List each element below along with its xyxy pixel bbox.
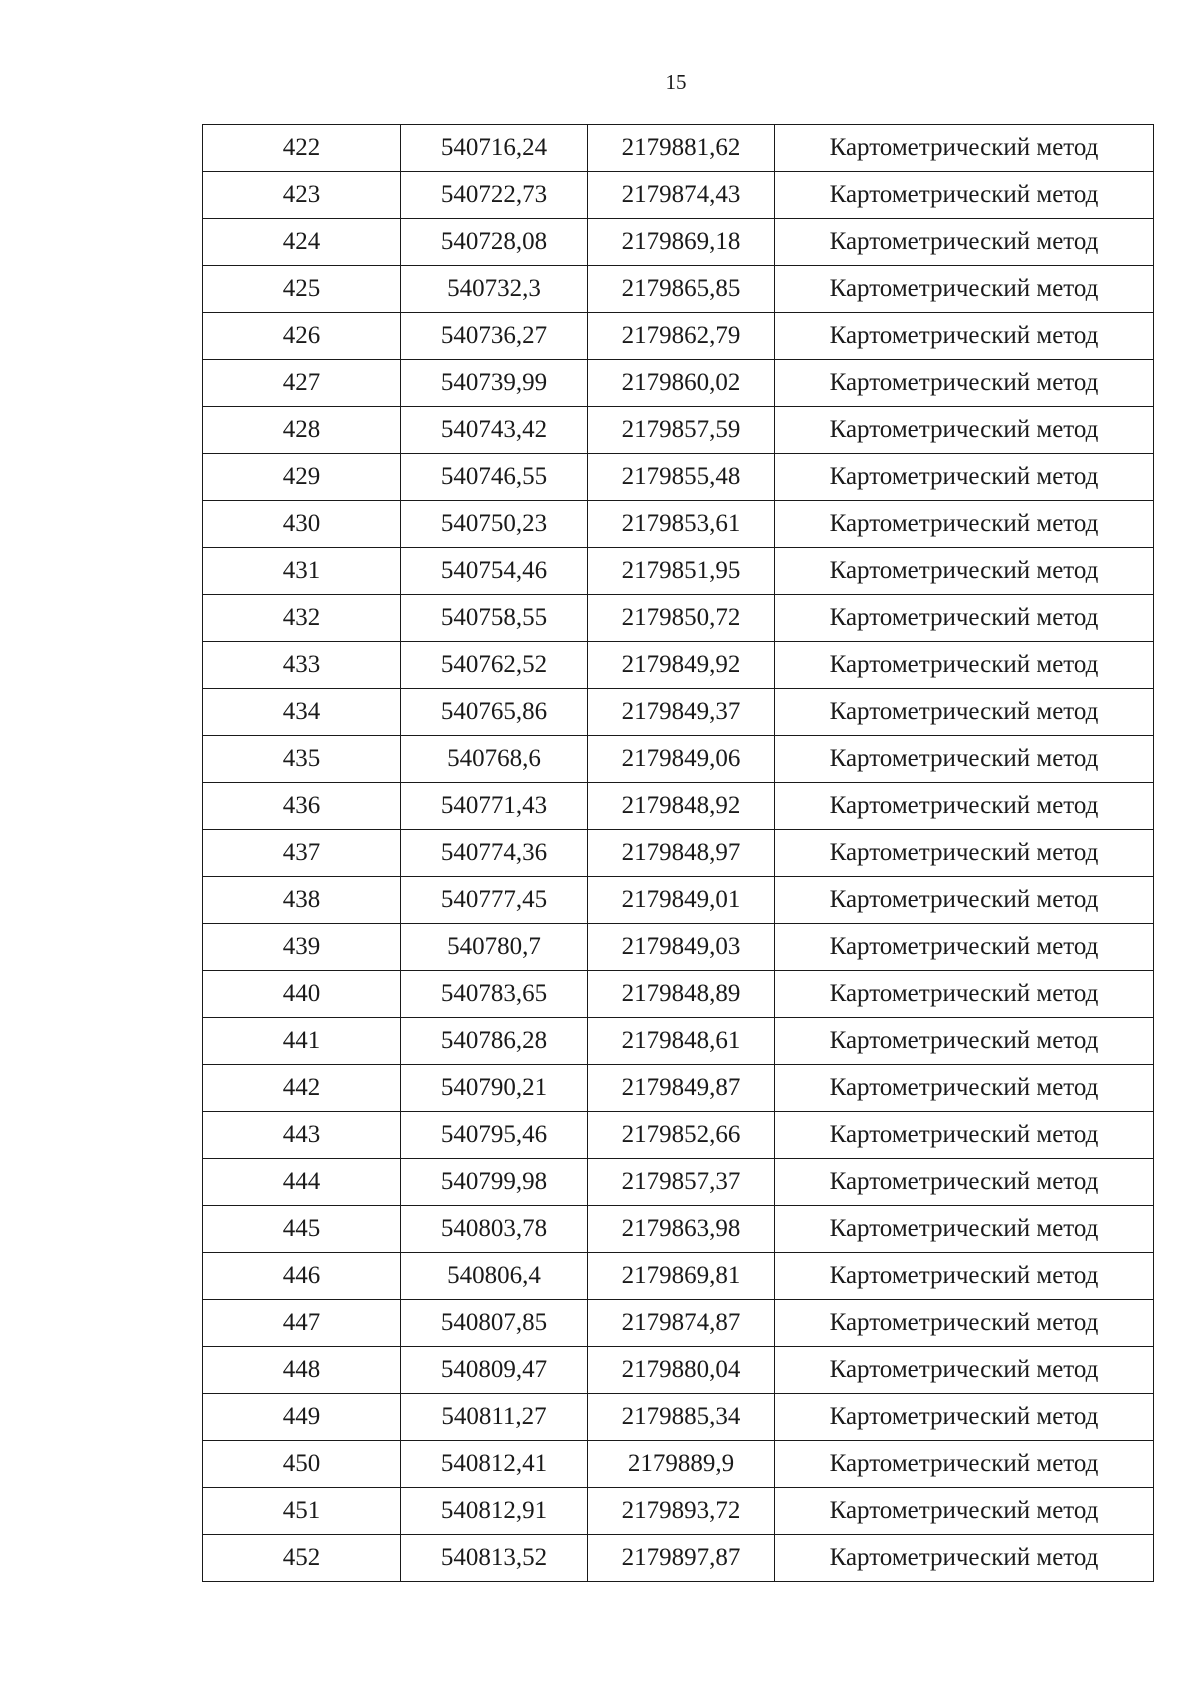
coordinate-x-cell: 540736,27 [401, 313, 588, 360]
table-row [203, 924, 1154, 971]
table-row [203, 1018, 1154, 1065]
point-number-cell: 447 [203, 1300, 401, 1347]
table-row [203, 830, 1154, 877]
coordinate-x-cell: 540732,3 [401, 266, 588, 313]
coordinate-y-cell: 2179881,62 [588, 125, 775, 172]
method-cell: Картометрический метод [775, 689, 1154, 736]
coordinate-x-cell: 540807,85 [401, 1300, 588, 1347]
point-number-cell: 451 [203, 1488, 401, 1535]
method-cell: Картометрический метод [775, 924, 1154, 971]
coordinate-x-cell: 540795,46 [401, 1112, 588, 1159]
method-cell: Картометрический метод [775, 595, 1154, 642]
point-number-cell: 424 [203, 219, 401, 266]
method-cell: Картометрический метод [775, 830, 1154, 877]
method-cell: Картометрический метод [775, 360, 1154, 407]
table-row [203, 877, 1154, 924]
point-number-cell: 425 [203, 266, 401, 313]
coordinate-x-cell: 540806,4 [401, 1253, 588, 1300]
coordinates-table [202, 124, 1154, 1582]
coordinates-table-body [203, 125, 1154, 1582]
coordinate-y-cell: 2179897,87 [588, 1535, 775, 1582]
coordinate-y-cell: 2179848,89 [588, 971, 775, 1018]
coordinate-x-cell: 540777,45 [401, 877, 588, 924]
method-cell: Картометрический метод [775, 313, 1154, 360]
coordinate-y-cell: 2179848,92 [588, 783, 775, 830]
table-row [203, 642, 1154, 689]
coordinate-x-cell: 540728,08 [401, 219, 588, 266]
coordinate-x-cell: 540783,65 [401, 971, 588, 1018]
table-row [203, 1535, 1154, 1582]
table-row [203, 172, 1154, 219]
point-number-cell: 437 [203, 830, 401, 877]
coordinate-y-cell: 2179874,87 [588, 1300, 775, 1347]
coordinate-y-cell: 2179849,37 [588, 689, 775, 736]
coordinate-y-cell: 2179849,92 [588, 642, 775, 689]
table-row [203, 1159, 1154, 1206]
coordinate-x-cell: 540765,86 [401, 689, 588, 736]
method-cell: Картометрический метод [775, 266, 1154, 313]
coordinate-y-cell: 2179855,48 [588, 454, 775, 501]
point-number-cell: 436 [203, 783, 401, 830]
point-number-cell: 438 [203, 877, 401, 924]
coordinate-y-cell: 2179849,06 [588, 736, 775, 783]
method-cell: Картометрический метод [775, 1441, 1154, 1488]
table-row [203, 783, 1154, 830]
table-row [203, 548, 1154, 595]
coordinate-y-cell: 2179857,37 [588, 1159, 775, 1206]
table-row [203, 1441, 1154, 1488]
coordinate-y-cell: 2179869,18 [588, 219, 775, 266]
coordinate-y-cell: 2179851,95 [588, 548, 775, 595]
point-number-cell: 434 [203, 689, 401, 736]
coordinate-x-cell: 540716,24 [401, 125, 588, 172]
coordinate-y-cell: 2179893,72 [588, 1488, 775, 1535]
table-row [203, 407, 1154, 454]
coordinate-y-cell: 2179860,02 [588, 360, 775, 407]
point-number-cell: 439 [203, 924, 401, 971]
method-cell: Картометрический метод [775, 1253, 1154, 1300]
method-cell: Картометрический метод [775, 1535, 1154, 1582]
point-number-cell: 452 [203, 1535, 401, 1582]
method-cell: Картометрический метод [775, 1300, 1154, 1347]
coordinate-x-cell: 540811,27 [401, 1394, 588, 1441]
method-cell: Картометрический метод [775, 736, 1154, 783]
coordinate-x-cell: 540758,55 [401, 595, 588, 642]
point-number-cell: 442 [203, 1065, 401, 1112]
coordinate-x-cell: 540771,43 [401, 783, 588, 830]
coordinate-x-cell: 540799,98 [401, 1159, 588, 1206]
coordinate-y-cell: 2179852,66 [588, 1112, 775, 1159]
coordinate-x-cell: 540786,28 [401, 1018, 588, 1065]
coordinate-y-cell: 2179889,9 [588, 1441, 775, 1488]
table-row [203, 736, 1154, 783]
coordinate-x-cell: 540809,47 [401, 1347, 588, 1394]
coordinate-x-cell: 540813,52 [401, 1535, 588, 1582]
method-cell: Картометрический метод [775, 971, 1154, 1018]
coordinate-x-cell: 540812,41 [401, 1441, 588, 1488]
method-cell: Картометрический метод [775, 219, 1154, 266]
point-number-cell: 430 [203, 501, 401, 548]
coordinate-x-cell: 540768,6 [401, 736, 588, 783]
coordinate-y-cell: 2179885,34 [588, 1394, 775, 1441]
method-cell: Картометрический метод [775, 172, 1154, 219]
table-row [203, 971, 1154, 1018]
point-number-cell: 450 [203, 1441, 401, 1488]
point-number-cell: 444 [203, 1159, 401, 1206]
coordinate-y-cell: 2179848,61 [588, 1018, 775, 1065]
coordinate-x-cell: 540746,55 [401, 454, 588, 501]
method-cell: Картометрический метод [775, 1159, 1154, 1206]
table-row [203, 1488, 1154, 1535]
table-row [203, 454, 1154, 501]
method-cell: Картометрический метод [775, 1488, 1154, 1535]
coordinate-y-cell: 2179869,81 [588, 1253, 775, 1300]
point-number-cell: 441 [203, 1018, 401, 1065]
point-number-cell: 433 [203, 642, 401, 689]
point-number-cell: 445 [203, 1206, 401, 1253]
table-row [203, 501, 1154, 548]
coordinate-y-cell: 2179865,85 [588, 266, 775, 313]
point-number-cell: 446 [203, 1253, 401, 1300]
table-row [203, 1112, 1154, 1159]
coordinate-x-cell: 540812,91 [401, 1488, 588, 1535]
page-number: 15 [665, 70, 687, 94]
coordinate-y-cell: 2179880,04 [588, 1347, 775, 1394]
coordinate-y-cell: 2179850,72 [588, 595, 775, 642]
method-cell: Картометрический метод [775, 1206, 1154, 1253]
point-number-cell: 440 [203, 971, 401, 1018]
point-number-cell: 431 [203, 548, 401, 595]
table-row [203, 125, 1154, 172]
method-cell: Картометрический метод [775, 454, 1154, 501]
table-row [203, 1253, 1154, 1300]
method-cell: Картометрический метод [775, 1112, 1154, 1159]
method-cell: Картометрический метод [775, 783, 1154, 830]
point-number-cell: 432 [203, 595, 401, 642]
method-cell: Картометрический метод [775, 642, 1154, 689]
table-row [203, 1347, 1154, 1394]
coordinate-x-cell: 540754,46 [401, 548, 588, 595]
coordinate-x-cell: 540780,7 [401, 924, 588, 971]
coordinate-y-cell: 2179862,79 [588, 313, 775, 360]
table-row [203, 1300, 1154, 1347]
point-number-cell: 426 [203, 313, 401, 360]
coordinate-y-cell: 2179863,98 [588, 1206, 775, 1253]
table-row [203, 360, 1154, 407]
coordinate-x-cell: 540762,52 [401, 642, 588, 689]
table-row [203, 1065, 1154, 1112]
point-number-cell: 427 [203, 360, 401, 407]
point-number-cell: 443 [203, 1112, 401, 1159]
coordinate-x-cell: 540739,99 [401, 360, 588, 407]
method-cell: Картометрический метод [775, 877, 1154, 924]
coordinate-y-cell: 2179849,87 [588, 1065, 775, 1112]
method-cell: Картометрический метод [775, 1347, 1154, 1394]
coordinate-x-cell: 540790,21 [401, 1065, 588, 1112]
table-row [203, 595, 1154, 642]
method-cell: Картометрический метод [775, 548, 1154, 595]
table-row [203, 1206, 1154, 1253]
method-cell: Картометрический метод [775, 125, 1154, 172]
coordinate-y-cell: 2179874,43 [588, 172, 775, 219]
coordinate-y-cell: 2179848,97 [588, 830, 775, 877]
coordinate-x-cell: 540774,36 [401, 830, 588, 877]
table-row [203, 313, 1154, 360]
table-row [203, 266, 1154, 313]
coordinate-x-cell: 540722,73 [401, 172, 588, 219]
point-number-cell: 449 [203, 1394, 401, 1441]
method-cell: Картометрический метод [775, 501, 1154, 548]
point-number-cell: 435 [203, 736, 401, 783]
method-cell: Картометрический метод [775, 407, 1154, 454]
table-row [203, 1394, 1154, 1441]
table-row [203, 219, 1154, 266]
table-row [203, 689, 1154, 736]
method-cell: Картометрический метод [775, 1065, 1154, 1112]
coordinate-y-cell: 2179853,61 [588, 501, 775, 548]
method-cell: Картометрический метод [775, 1394, 1154, 1441]
coordinate-y-cell: 2179849,03 [588, 924, 775, 971]
method-cell: Картометрический метод [775, 1018, 1154, 1065]
point-number-cell: 422 [203, 125, 401, 172]
point-number-cell: 448 [203, 1347, 401, 1394]
coordinate-y-cell: 2179857,59 [588, 407, 775, 454]
coordinate-x-cell: 540803,78 [401, 1206, 588, 1253]
point-number-cell: 428 [203, 407, 401, 454]
coordinate-x-cell: 540750,23 [401, 501, 588, 548]
point-number-cell: 429 [203, 454, 401, 501]
coordinate-y-cell: 2179849,01 [588, 877, 775, 924]
point-number-cell: 423 [203, 172, 401, 219]
coordinate-x-cell: 540743,42 [401, 407, 588, 454]
